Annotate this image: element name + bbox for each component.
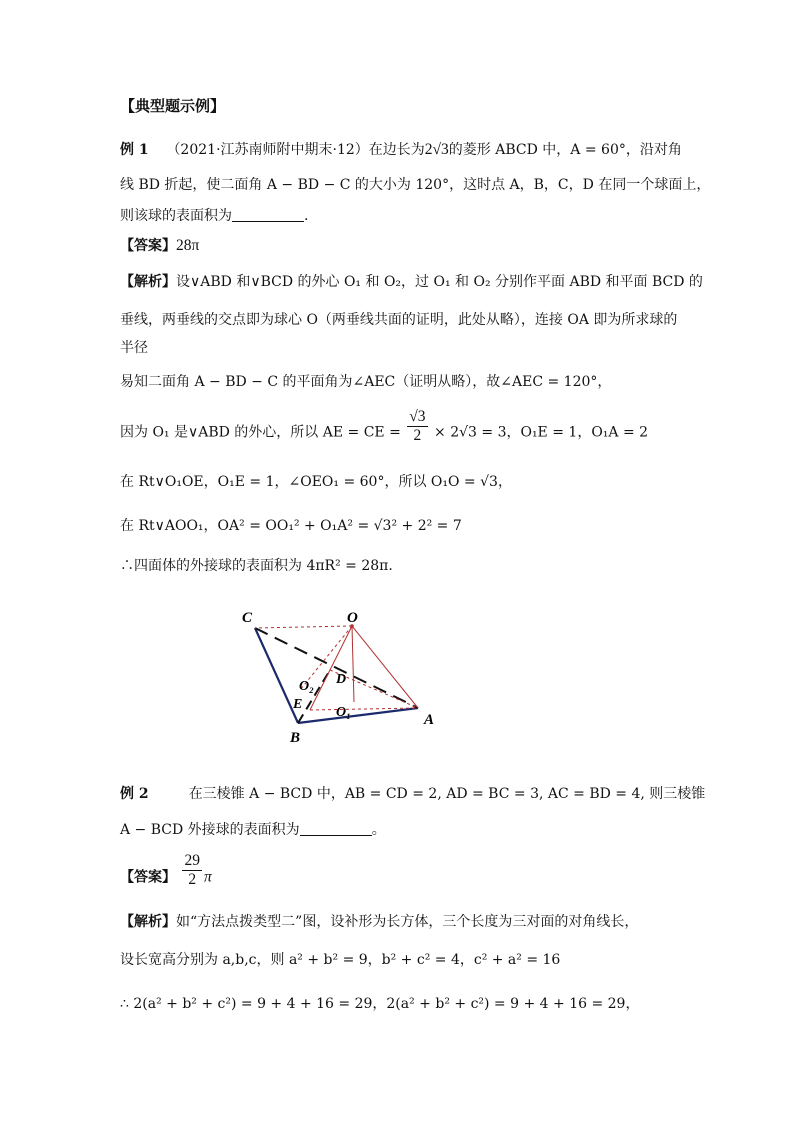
label-B: B xyxy=(290,730,301,746)
example-2-q2: A − BCD 外接球的表面积为 xyxy=(120,822,300,838)
example-2-line-2 xyxy=(120,820,386,840)
answer-fraction xyxy=(182,852,202,889)
solution-1-line-5 xyxy=(120,408,649,445)
answer-line-1 xyxy=(120,236,199,256)
edge-BD-dashed xyxy=(298,670,330,723)
solution-tag-2: 【解析】 xyxy=(120,914,176,930)
solution-1-s5a: 因为 O₁ 是∨ABD 的外心，所以 AE = CE = xyxy=(120,424,401,441)
solution-1-line-1 xyxy=(120,272,703,292)
edge-CB xyxy=(255,628,298,723)
tetrahedron-figure xyxy=(232,598,452,748)
section-heading: 【典型题示例】 xyxy=(120,97,226,115)
solution-1-line-6: 在 Rt∨O₁OE，O₁E = 1，∠OEO₁ = 60°，所以 O₁O = √3， xyxy=(120,474,512,490)
label-O2: O₂ xyxy=(299,679,314,694)
example-2-q2-end: 。 xyxy=(371,822,386,838)
example-2-q1: 在三棱锥 A − BCD 中，AB = CD = 2, AD = BC = 3, AC = BD = 4, 则三棱锥 xyxy=(188,786,706,802)
solution-1-s1: 设∨ABD 和∨BCD 的外心 O₁ 和 O₂，过 O₁ 和 O₂ 分别作平面 ABD 和平面 BCD 的 xyxy=(176,274,703,290)
solution-1-line-4: 易知二面角 A − BD − C 的平面角为∠AEC（证明从略），故∠AEC = 120°， xyxy=(120,374,612,390)
example-1-line-1 xyxy=(120,140,682,160)
answer-blank-2 xyxy=(300,821,372,836)
example-1-source: （2021·江苏南师附中期末·12）在边长为 xyxy=(166,142,425,158)
solution-1-line-2: 垂线，两垂线的交点即为球心 O（两垂线共面的证明，此处从略），连接 OA 即为所求球的 xyxy=(120,312,678,328)
solution-1-line-7: 在 Rt∨AOO₁，OA² = OO₁² + O₁A² = √3² + 2² = 7 xyxy=(120,518,462,534)
line-OC xyxy=(255,626,352,628)
line-OO1 xyxy=(352,626,354,702)
example-1-line-3: 则该球的表面积为 . xyxy=(120,208,309,224)
solution-2-line-2: 设长宽高分别为 a,b,c，则 a² + b² = 9，b² + c² = 4，c² + a² = 16 xyxy=(120,952,561,968)
label-E: E xyxy=(293,697,303,712)
answer-tag-2: 【答案】 xyxy=(120,869,176,886)
label-D: D xyxy=(336,672,347,687)
example-1-q3: 则该球的表面积为 xyxy=(120,208,232,224)
example-1-label: 例 1 xyxy=(120,142,149,158)
example-2-line-1 xyxy=(120,784,705,804)
answer-numerator: 29 xyxy=(184,852,200,869)
edge-BA xyxy=(298,708,418,723)
answer-blank xyxy=(232,207,304,222)
fraction-sqrt3-over-2 xyxy=(407,408,427,445)
label-O1: O₁ xyxy=(336,705,351,720)
answer-tag: 【答案】 xyxy=(120,238,176,254)
answer-denominator: 2 xyxy=(188,871,197,888)
answer-pi: π xyxy=(203,868,212,886)
fraction-denominator: 2 xyxy=(413,427,422,444)
solution-2-line-1 xyxy=(120,912,638,932)
line-OE xyxy=(310,626,352,710)
solution-1-line-8: ∴四面体的外接球的表面积为 4πR² = 28π. xyxy=(120,558,393,574)
label-A: A xyxy=(424,712,435,728)
answer-line-2 xyxy=(120,852,212,889)
example-1-line-2: 线 BD 折起，使二面角 A − BD − C 的大小为 120°，这时点 A，B，C，D 在同一个球面上， xyxy=(120,177,711,193)
solution-2-s1: 如“方法点拨类型二”图，设补形为长方体，三个长度为三对面的对角线长， xyxy=(176,914,639,930)
fraction-numerator: √3 xyxy=(409,408,426,425)
edge-CA-dashed xyxy=(255,628,418,708)
line-OA xyxy=(352,626,418,708)
solution-2-line-3: ∴ 2(a² + b² + c²) = 9 + 4 + 16 = 29，2(a² + b² + c²) = 9 + 4 + 16 = 29， xyxy=(120,996,640,1012)
label-O: O xyxy=(347,610,358,626)
solution-tag: 【解析】 xyxy=(120,274,176,290)
example-1-q1-rest: 的菱形 ABCD 中，A = 60°，沿对角 xyxy=(448,142,682,158)
example-2-label: 例 2 xyxy=(120,786,149,802)
solution-1-s5b: × 2√3 = 3，O₁E = 1，O₁A = 2 xyxy=(434,424,649,441)
side-length: 2√3 xyxy=(424,141,449,158)
solution-1-line-3: 半径 xyxy=(120,340,148,356)
label-C: C xyxy=(242,610,253,626)
answer-value: 28π xyxy=(176,237,200,254)
